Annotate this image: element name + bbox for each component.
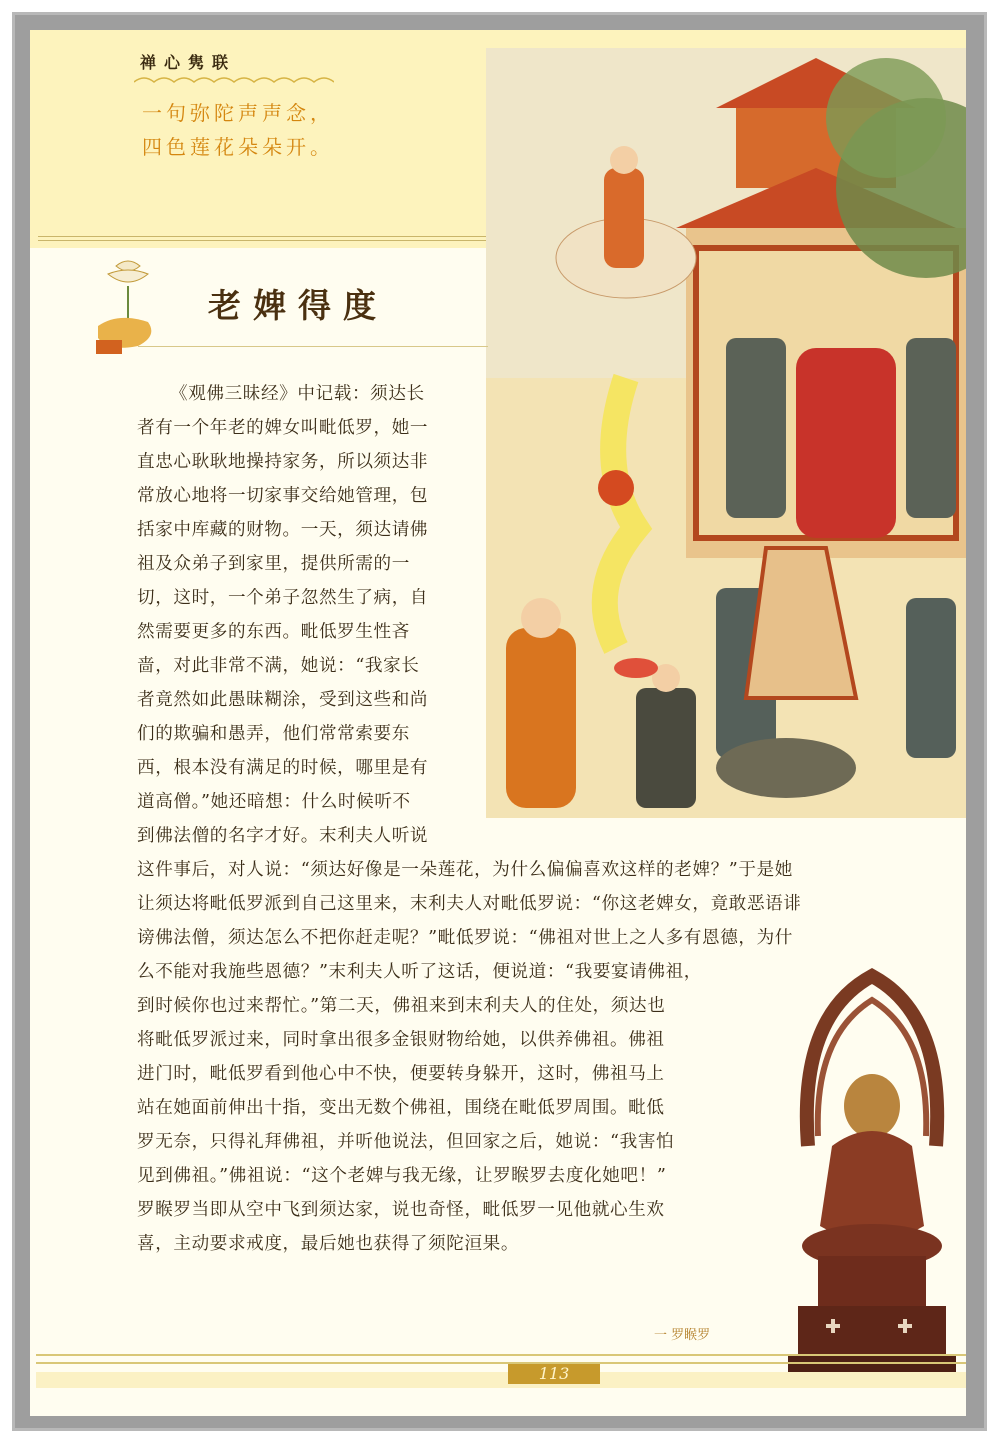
statue-caption-text: 罗睺罗 (671, 1328, 711, 1343)
text-line: 让须达将毗低罗派到自己这里来，末利夫人对毗低罗说：“你这老婢女，竟敢恶语诽 (137, 894, 802, 914)
text-line: 道高僧。”她还暗想：什么时候听不 (137, 792, 411, 812)
footer-band (36, 1372, 966, 1388)
article-title: 老婢得度 (208, 286, 388, 325)
text-line: 罗无奈，只得礼拜佛祖，并听他说法，但回家之后，她说：“我害怕 (137, 1132, 675, 1152)
text-line: 直忠心耿耿地操持家务，所以须达非 (137, 452, 429, 472)
text-line: 者有一个年老的婢女叫毗低罗，她一 (137, 418, 429, 438)
page-number: 113 (508, 1364, 600, 1384)
text-line: 到佛法僧的名字才好。末利夫人听说 (137, 826, 429, 846)
couplet-line-2: 四色莲花朵朵开。 (142, 135, 334, 159)
footer-divider (36, 1354, 966, 1364)
couplet-line-1: 一句弥陀声声念， (142, 101, 334, 125)
text-line: 然需要更多的东西。毗低罗生性吝 (137, 622, 410, 642)
text-line: 啬，对此非常不满，她说：“我家长 (137, 656, 420, 676)
text-line: 括家中库藏的财物。一天，须达请佛 (137, 520, 429, 540)
text-line: 罗睺罗当即从空中飞到须达家，说也奇怪，毗低罗一见他就心生欢 (137, 1200, 665, 1220)
text-line: 这件事后，对人说：“须达好像是一朵莲花，为什么偏偏喜欢这样的老婢？”于是她 (137, 860, 793, 880)
statue-caption: 一 罗睺罗 (654, 1328, 711, 1343)
text-line: 祖及众弟子到家里，提供所需的一 (137, 554, 410, 574)
text-line: 们的欺骗和愚弄，他们常常索要东 (137, 724, 410, 744)
text-line: 西，根本没有满足的时候，哪里是有 (137, 758, 429, 778)
text-line: 站在她面前伸出十指，变出无数个佛祖，围绕在毗低罗周围。毗低 (137, 1098, 665, 1118)
text-line: 《观佛三昧经》中记载：须达长 (170, 384, 425, 404)
rahula-statue-illustration (778, 956, 966, 1376)
text-line: 见到佛祖。”佛祖说：“这个老婢与我无缘，让罗睺罗去度化她吧！” (137, 1166, 667, 1186)
text-line: 进门时，毗低罗看到他心中不快，便要转身躲开，这时，佛祖马上 (137, 1064, 665, 1084)
text-line: 切，这时，一个弟子忽然生了病，自 (137, 588, 429, 608)
book-page (30, 30, 966, 1416)
text-line: 者竟然如此愚昧糊涂，受到这些和尚 (137, 690, 429, 710)
text-line: 常放心地将一切家事交给她管理，包 (137, 486, 429, 506)
text-line: 到时候你也过来帮忙。”第二天，佛祖来到末利夫人的住处，须达也 (137, 996, 666, 1016)
section-label: 禅心隽联 (140, 53, 237, 72)
text-line: 将毗低罗派过来，同时拿出很多金银财物给她，以供养佛祖。佛祖 (137, 1030, 665, 1050)
text-line: 喜，主动要求戒度，最后她也获得了须陀洹果。 (137, 1234, 520, 1254)
text-line: 谤佛法僧，须达怎么不把你赶走呢？”毗低罗说：“佛祖对世上之人多有恩德，为什 (137, 928, 793, 948)
text-line: 么不能对我施些恩德？”末利夫人听了这话，便说道：“我要宴请佛祖， (137, 962, 703, 982)
